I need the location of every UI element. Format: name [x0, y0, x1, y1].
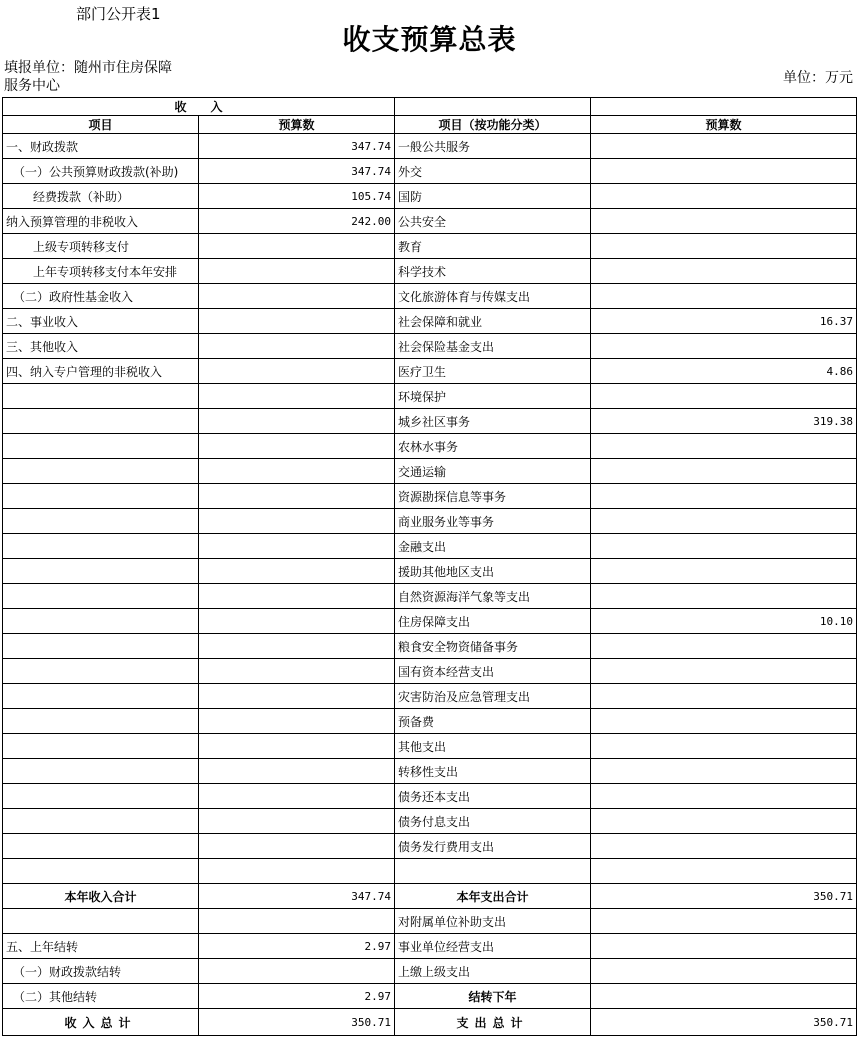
expense-budget: [591, 584, 857, 609]
expense-budget: 10.10: [591, 609, 857, 634]
table-row: [3, 634, 857, 659]
expense-item: 上缴上级支出: [395, 959, 591, 984]
income-budget: [199, 659, 395, 684]
income-budget: [199, 609, 395, 634]
income-item: [3, 734, 199, 759]
expense-budget: [591, 709, 857, 734]
income-item: [3, 709, 199, 734]
expense-budget: [591, 459, 857, 484]
income-budget: 105.74: [199, 184, 395, 209]
income-budget: [199, 784, 395, 809]
expense-item: 文化旅游体育与传媒支出: [395, 284, 591, 309]
income-budget: 347.74: [199, 884, 395, 909]
income-item: （一）公共预算财政拨款(补助): [3, 159, 199, 184]
expense-budget: [591, 684, 857, 709]
expense-item: 其他支出: [395, 734, 591, 759]
income-budget: [199, 309, 395, 334]
income-budget: [199, 809, 395, 834]
income-item: [3, 859, 199, 884]
expense-budget: [591, 809, 857, 834]
expense-item: 援助其他地区支出: [395, 559, 591, 584]
blank-header-cell: [591, 98, 857, 116]
income-budget: [199, 759, 395, 784]
expense-budget: [591, 759, 857, 784]
table-row: [3, 909, 857, 934]
expense-item: 一般公共服务: [395, 134, 591, 159]
expense-budget: [591, 659, 857, 684]
expense-item: 国防: [395, 184, 591, 209]
expense-budget: [591, 509, 857, 534]
income-group-header: 收 入: [3, 98, 395, 116]
expense-item: 粮食安全物资储备事务: [395, 634, 591, 659]
expense-item: 医疗卫生: [395, 359, 591, 384]
table-row: [3, 509, 857, 534]
expense-item: 住房保障支出: [395, 609, 591, 634]
expense-item: 社会保险基金支出: [395, 334, 591, 359]
income-item: [3, 409, 199, 434]
expense-item: 公共安全: [395, 209, 591, 234]
income-item: [3, 659, 199, 684]
table-row: [3, 334, 857, 359]
expense-budget: 350.71: [591, 1009, 857, 1036]
expense-item: 预备费: [395, 709, 591, 734]
table-row: [3, 359, 857, 384]
income-budget: [199, 234, 395, 259]
table-row: [3, 784, 857, 809]
income-budget: [199, 359, 395, 384]
table-row: [3, 859, 857, 884]
reporting-unit-line1: 填报单位：随州市住房保障: [4, 60, 172, 76]
expense-budget: [591, 284, 857, 309]
table-row: [3, 459, 857, 484]
table-row: [3, 834, 857, 859]
income-budget: 2.97: [199, 934, 395, 959]
table-row: [3, 384, 857, 409]
expense-budget: [591, 234, 857, 259]
income-item: 一、财政拨款: [3, 134, 199, 159]
year-total-row: [3, 884, 857, 909]
income-item: [3, 559, 199, 584]
income-item: [3, 509, 199, 534]
expense-item: [395, 859, 591, 884]
expense-budget: [591, 259, 857, 284]
expense-budget: [591, 909, 857, 934]
table-row: [3, 759, 857, 784]
expense-item: 对附属单位补助支出: [395, 909, 591, 934]
expense-item: 交通运输: [395, 459, 591, 484]
income-item: [3, 759, 199, 784]
income-item: [3, 534, 199, 559]
income-item: 三、其他收入: [3, 334, 199, 359]
expense-budget: [591, 134, 857, 159]
budget-table: [2, 97, 857, 1036]
income-item: [3, 684, 199, 709]
income-item: 二、事业收入: [3, 309, 199, 334]
expense-budget: [591, 959, 857, 984]
expense-budget: [591, 634, 857, 659]
income-item: [3, 434, 199, 459]
table-row: [3, 409, 857, 434]
header-row-group: [3, 98, 857, 116]
expense-item: 商业服务业等事务: [395, 509, 591, 534]
table-row: [3, 584, 857, 609]
expense-item: 债务发行费用支出: [395, 834, 591, 859]
expense-item: 结转下年: [395, 984, 591, 1009]
income-item: [3, 834, 199, 859]
expense-item: 资源勘探信息等事务: [395, 484, 591, 509]
expense-item: 国有资本经营支出: [395, 659, 591, 684]
table-row: [3, 934, 857, 959]
table-row: [3, 959, 857, 984]
expense-item: 环境保护: [395, 384, 591, 409]
income-budget: [199, 559, 395, 584]
income-budget: [199, 409, 395, 434]
table-row: [3, 734, 857, 759]
table-row: [3, 809, 857, 834]
table-row: [3, 259, 857, 284]
income-item: [3, 584, 199, 609]
expense-item: 教育: [395, 234, 591, 259]
income-item: [3, 909, 199, 934]
expense-budget: [591, 159, 857, 184]
expense-budget: [591, 209, 857, 234]
expense-budget: [591, 534, 857, 559]
reporting-unit: [4, 59, 172, 95]
table-row: [3, 534, 857, 559]
header-row-columns: [3, 116, 857, 134]
table-row: [3, 684, 857, 709]
income-item: 上年专项转移支付本年安排: [3, 259, 199, 284]
col-header-exp-budget: 预算数: [591, 116, 857, 134]
income-item: （二）其他结转: [3, 984, 199, 1009]
expense-item: 本年支出合计: [395, 884, 591, 909]
income-budget: [199, 684, 395, 709]
expense-item: 城乡社区事务: [395, 409, 591, 434]
grand-total-row: [3, 1009, 857, 1036]
table-row: [3, 709, 857, 734]
expense-item: 自然资源海洋气象等支出: [395, 584, 591, 609]
table-row: [3, 484, 857, 509]
expense-item: 灾害防治及应急管理支出: [395, 684, 591, 709]
unit-label: 单位：万元: [783, 70, 853, 86]
income-item: [3, 809, 199, 834]
income-budget: 242.00: [199, 209, 395, 234]
income-budget: [199, 859, 395, 884]
expense-budget: [591, 484, 857, 509]
expense-item: 债务还本支出: [395, 784, 591, 809]
expense-budget: 319.38: [591, 409, 857, 434]
income-item: [3, 634, 199, 659]
blank-header-cell: [395, 98, 591, 116]
income-budget: [199, 334, 395, 359]
expense-budget: [591, 834, 857, 859]
reporting-unit-line2: 服务中心: [4, 78, 60, 94]
income-item: 上级专项转移支付: [3, 234, 199, 259]
table-row: [3, 434, 857, 459]
income-budget: 347.74: [199, 159, 395, 184]
col-header-item: 项目: [3, 116, 199, 134]
income-item: [3, 459, 199, 484]
table-row: [3, 234, 857, 259]
income-item: （一）财政拨款结转: [3, 959, 199, 984]
table-row: [3, 659, 857, 684]
income-budget: [199, 834, 395, 859]
document-tag: 部门公开表1: [76, 5, 161, 23]
col-header-exp-item: 项目（按功能分类）: [395, 116, 591, 134]
income-budget: [199, 634, 395, 659]
income-budget: [199, 959, 395, 984]
page-title: 收支预算总表: [342, 23, 517, 56]
expense-budget: [591, 184, 857, 209]
income-budget: [199, 509, 395, 534]
expense-budget: [591, 384, 857, 409]
expense-budget: 350.71: [591, 884, 857, 909]
income-item: 收入总计: [3, 1009, 199, 1036]
col-header-budget: 预算数: [199, 116, 395, 134]
income-budget: 2.97: [199, 984, 395, 1009]
income-budget: [199, 484, 395, 509]
income-budget: [199, 734, 395, 759]
expense-item: 外交: [395, 159, 591, 184]
expense-budget: [591, 984, 857, 1009]
income-budget: [199, 584, 395, 609]
income-budget: [199, 259, 395, 284]
expense-budget: 16.37: [591, 309, 857, 334]
expense-item: 支出总计: [395, 1009, 591, 1036]
table-row: [3, 309, 857, 334]
income-item: [3, 484, 199, 509]
income-budget: [199, 384, 395, 409]
expense-item: 农林水事务: [395, 434, 591, 459]
income-budget: 350.71: [199, 1009, 395, 1036]
expense-item: 金融支出: [395, 534, 591, 559]
expense-budget: [591, 334, 857, 359]
income-item: [3, 384, 199, 409]
expense-budget: 4.86: [591, 359, 857, 384]
expense-budget: [591, 934, 857, 959]
expense-item: 社会保障和就业: [395, 309, 591, 334]
table-row: [3, 559, 857, 584]
income-budget: 347.74: [199, 134, 395, 159]
income-budget: [199, 459, 395, 484]
expense-item: 转移性支出: [395, 759, 591, 784]
income-item: 纳入预算管理的非税收入: [3, 209, 199, 234]
table-row: [3, 209, 857, 234]
income-item: 四、纳入专户管理的非税收入: [3, 359, 199, 384]
table-row: [3, 284, 857, 309]
income-item: 本年收入合计: [3, 884, 199, 909]
expense-item: 债务付息支出: [395, 809, 591, 834]
table-row: [3, 159, 857, 184]
expense-item: 科学技术: [395, 259, 591, 284]
income-item: （二）政府性基金收入: [3, 284, 199, 309]
income-item: [3, 609, 199, 634]
expense-budget: [591, 734, 857, 759]
income-budget: [199, 909, 395, 934]
expense-item: 事业单位经营支出: [395, 934, 591, 959]
income-item: 五、上年结转: [3, 934, 199, 959]
table-row: [3, 609, 857, 634]
expense-budget: [591, 784, 857, 809]
income-item: 经费拨款（补助）: [3, 184, 199, 209]
table-row: [3, 184, 857, 209]
income-budget: [199, 709, 395, 734]
expense-budget: [591, 859, 857, 884]
income-budget: [199, 434, 395, 459]
expense-budget: [591, 559, 857, 584]
income-budget: [199, 534, 395, 559]
table-row: [3, 984, 857, 1009]
table-row: [3, 134, 857, 159]
income-item: [3, 784, 199, 809]
expense-budget: [591, 434, 857, 459]
income-budget: [199, 284, 395, 309]
